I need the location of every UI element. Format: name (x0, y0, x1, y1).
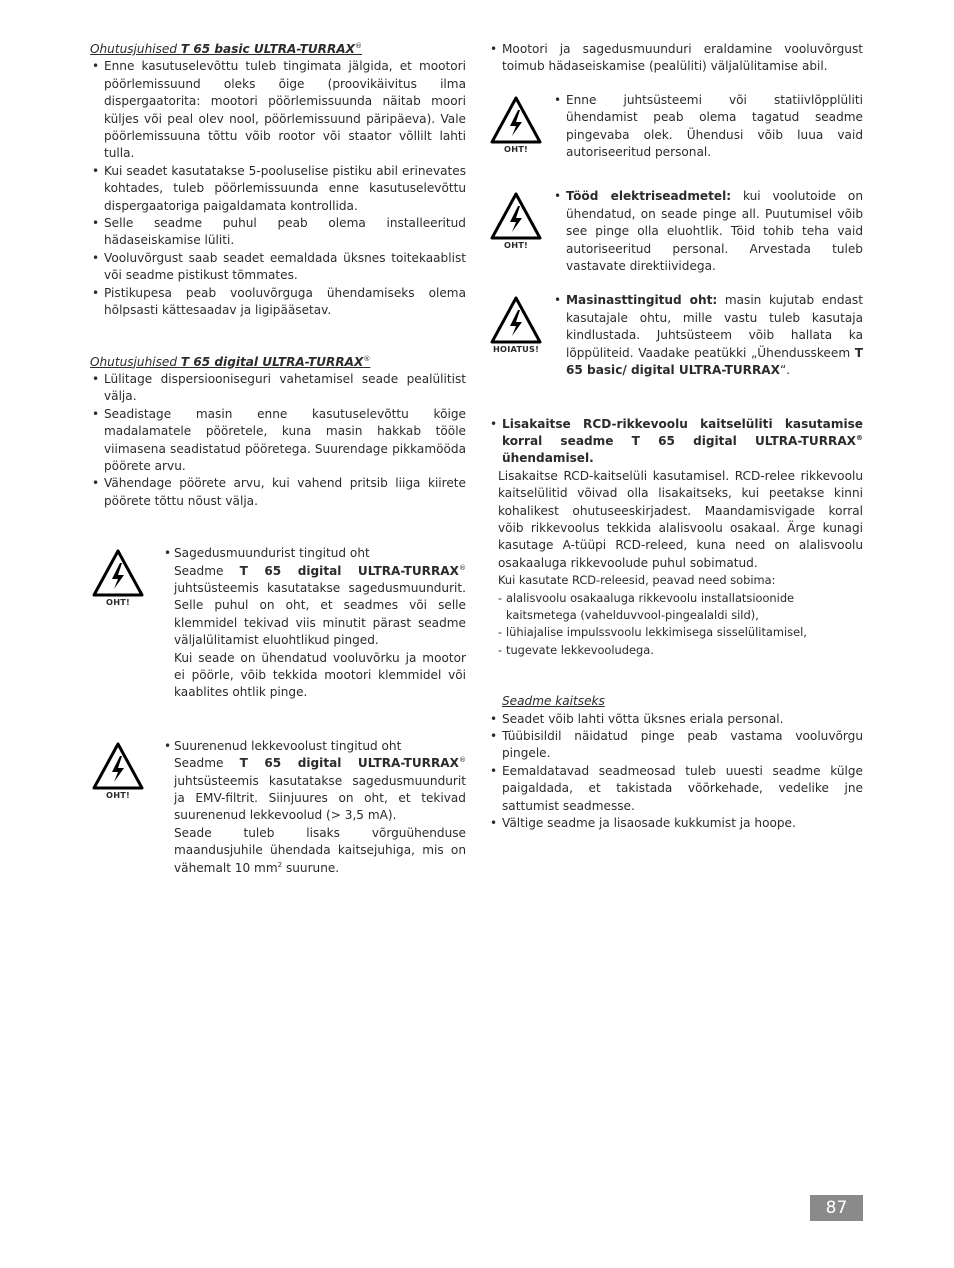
right-column (488, 41, 863, 832)
warning-label: HOIATUS! (492, 344, 540, 355)
list-item: • Seadistage masin enne kasutuselevõttu kõige madalamatele pööretele, kuna masin hakkab tööle viimasena seadistatud pööretega. Suurendage pikkamööda pöörete arvu. (90, 406, 466, 476)
warning-heading: • Suurenenud lekkevoolust tingitud oht (164, 738, 466, 755)
warning-symbol (490, 96, 542, 154)
warning-body: • Masinasttingitud oht: masin kujutab endast kasutajale ohtu, mille vastu tuleb kasutaja kindlustada. Juhtsüsteem võib hallata ka lõppüliteid. Vaadake peatükki „Ühendusskeem T 65 basic/ digital ULTRA-TURRAX“. (552, 292, 863, 379)
warning-leakage-current (90, 738, 466, 877)
warning-label: OHT! (106, 597, 130, 608)
list-item: • Selle seadme puhul peab olema installeeritud hädaseiskamise lüliti. (90, 215, 466, 250)
list-item: • Pistikupesa peab vooluvõrguga ühendamiseks olema hõlpsasti kättesaadav ja ligipääsetav. (90, 285, 466, 320)
high-voltage-icon (490, 96, 542, 144)
warning-frequency-converter (90, 545, 466, 702)
rcd-section (488, 416, 863, 660)
high-voltage-icon (490, 192, 542, 240)
page-number: 87 (810, 1195, 863, 1221)
list-item: • Vähendage pöörete arvu, kui vahend pritsib liiga kiirete pöörete tõttu nõust välja. (90, 475, 466, 510)
section-title-protection: Seadme kaitseks (502, 694, 605, 709)
list-item: • Kui seadet kasutatakse 5-pooluselise pistiku abil erinevates kohtades, tuleb pöörlemissuunda enne kasutuselevõttu dispergaatoriga paigaldamata kontrollida. (90, 163, 466, 215)
warning-body: Seadme T 65 digital ULTRA-TURRAX® juhtsüsteemis kasutatakse sagedusmuundurit ja EMV-filtrit. Siinjuures on oht, et tekivad suurenenud lekkevoolud (> 3,5 mA). Seade tuleb lisaks võrguühenduse maandusjuhile ühendada kaitsejuhiga, mis on vähemalt 10 $mm^2$ suurune. (174, 756, 466, 875)
rcd-heading: • Lisakaitse RCD-rikkevoolu kaitselüliti kasutamise korral seadme T 65 digital ULTRA-TURRAX® ühendamisel. (488, 416, 863, 468)
disconnect-list (488, 41, 863, 76)
list-item: • Vooluvõrgust saab seadet eemaldada üksnes toitekaablist või seadme pistikust tõmmates. (90, 250, 466, 285)
rcd-dash-item: - lühiajalise impulssvoolu lekkimisega sisselülitamisel, (488, 624, 863, 641)
list-item: • Vältige seadme ja lisaosade kukkumist ja hoope. (488, 815, 863, 832)
warning-body: • Tööd elektriseadmetel: kui voolutoide on ühendatud, on seade pinge all. Puutumisel võib see pinge olla eluohtlik. Töid tohib teha vaid autoriseeritud personal. Arvestada tuleb vastavate direktiividega. (552, 188, 863, 275)
high-voltage-icon (92, 549, 144, 597)
list-item: • Seadet võib lahti võtta üksnes eriala personal. (488, 711, 863, 728)
rcd-dash-item: - alalisvoolu osakaaluga rikkevoolu installatsioonide kaitsmetega (vahelduvvool-pingealaldi sild), (488, 590, 863, 625)
protection-list (488, 711, 863, 833)
left-column (90, 41, 466, 877)
warning-heading: • Sagedusmuundurist tingitud oht (164, 545, 466, 562)
high-voltage-icon (490, 296, 542, 344)
warning-label: OHT! (504, 240, 528, 251)
warning-symbol (92, 549, 144, 607)
list-item: • Tüübisildil näidatud pinge peab vastama vooluvõrgu pingele. (488, 728, 863, 763)
warning-label: OHT! (504, 143, 528, 154)
warning-electrical-work (488, 188, 863, 275)
list-item: • Eemaldatavad seadmeosad tuleb uuesti seadme külge paigaldada, et takistada võõrkehade, vedelike jne sattumist seadmesse. (488, 763, 863, 815)
rcd-intro: Kui kasutate RCD-releesid, peavad need sobima: (498, 573, 776, 588)
digital-safety-list (90, 371, 466, 510)
warning-symbol (490, 296, 542, 354)
high-voltage-icon (92, 742, 144, 790)
warning-symbol (490, 192, 542, 250)
rcd-paragraph: Lisakaitse RCD-kaitselüli kasutamisel. RCD-relee rikkevoolu kaitselülitid võivad olla lisakaitseks, kui peetakse kinni kohalikest ohutuseeskirjadest. Maandamisvigade korral võib rikkevoolus tekkida alalisvoolu osakaal. Ärge kunagi kasutage A-tüüpi RCD-releed, kuna need on alalisvoolu osakaaluga rikkevoolude puhul sobimatud. (498, 468, 863, 570)
basic-safety-list (90, 58, 466, 319)
warning-symbol (92, 742, 144, 800)
warning-machine-hazard (488, 292, 863, 379)
list-item: • Lülitage dispersiooniseguri vahetamisel seade pealülitist välja. (90, 371, 466, 406)
list-item: • Enne kasutuselevõttu tuleb tingimata jälgida, et mootori pöörlemissuund oleks õige (proovikäivitus ilma dispergaatorita: mootori pöörlemissuunda näitab moori küljes või peal olev nool, pöörlemissuund päripäeva). Vale pöörlemissuuna tõttu võib rootor või staator võllilt lahti tulla. (90, 58, 466, 162)
warning-label: OHT! (106, 789, 130, 800)
list-item: • Mootori ja sagedusmuunduri eraldamine vooluvõrgust toimub hädaseiskamise (pealüliti) väljalülitamise abil. (488, 41, 863, 76)
warning-body: • Enne juhtsüsteemi või statiivlõpplüliti ühendamist peab olema tagatud seadme pingevaba olek. Ühendusi võib luua vaid autoriseeritud personal. (552, 92, 863, 162)
rcd-dash-item: - tugevate lekkevooludega. (488, 642, 863, 659)
section-title-basic: Ohutusjuhised T 65 basic ULTRA-TURRAX® (90, 41, 362, 56)
warning-control-system (488, 92, 863, 162)
warning-body: Seadme T 65 digital ULTRA-TURRAX® juhtsüsteemis kasutatakse sagedusmuundurit. Selle puhul on oht, et seadmes või selle klemmidel tekivad viis minutit pärast seadme väljalülitamist eluohtlikud pinged. Kui seade on ühendatud vooluvõrku ja mootor ei pöörle, võib tekkida mootori klemmidel või kaablites ohtlik pinge. (174, 563, 466, 700)
section-title-digital: Ohutusjuhised T 65 digital ULTRA-TURRAX® (90, 354, 371, 369)
